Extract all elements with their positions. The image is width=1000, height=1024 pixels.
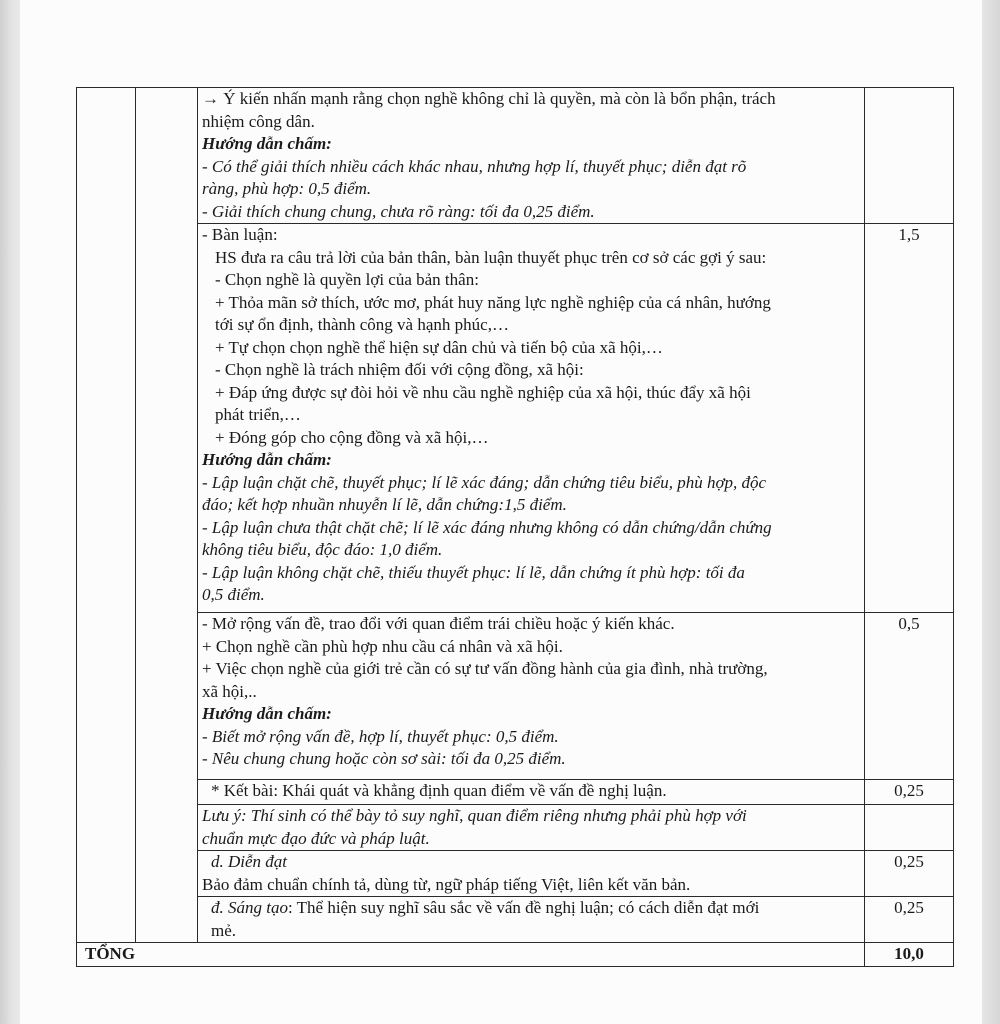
score-cell: 0,25 [865, 897, 954, 943]
text-line: + Tự chọn chọn nghề thể hiện sự dân chủ và tiến bộ của xã hội,… [215, 337, 663, 357]
text-line: phát triển,… [215, 405, 301, 424]
grading-criterion: ràng, phù hợp: 0,5 điểm. [202, 179, 372, 198]
grading-criterion: không tiêu biểu, độc đáo: 1,0 điểm. [202, 540, 443, 559]
table-row [77, 851, 954, 897]
text-line: → Ý kiến nhấn mạnh rằng chọn nghề không chỉ là quyền, mà còn là bổn phận, trách [202, 89, 776, 108]
grading-table [76, 87, 954, 967]
conclusion-text: * Kết bài: Khái quát và khẳng định quan điểm về vấn đề nghị luận. [211, 781, 667, 800]
document-page [20, 0, 982, 1024]
total-row [77, 943, 954, 967]
grading-criterion: - Giải thích chung chung, chưa rõ ràng: tối đa 0,25 điểm. [202, 201, 595, 221]
text-line: - Mở rộng vấn đề, trao đổi với quan điểm trái chiều hoặc ý kiến khác. [202, 614, 675, 633]
criterion-title: đ. Sáng tạo [211, 898, 288, 917]
content-cell [198, 805, 865, 851]
table-row [77, 224, 954, 613]
total-label: TỔNG [77, 943, 865, 967]
text-line: + Chọn nghề cần phù hợp nhu cầu cá nhân và xã hội. [202, 636, 563, 656]
criterion-cell [136, 88, 198, 943]
score-cell: 0,5 [865, 613, 954, 780]
text-line: HS đưa ra câu trả lời của bản thân, bàn luận thuyết phục trên cơ sở các gợi ý sau: [215, 247, 767, 267]
table-row [77, 613, 954, 780]
table-row [77, 897, 954, 943]
grading-guide-heading: Hướng dẫn chấm: [202, 450, 332, 469]
text-line: : Thể hiện suy nghĩ sâu sắc về vấn đề nghị luận; có cách diễn đạt mới [287, 898, 760, 917]
content-cell [198, 780, 865, 805]
text-line: nhiệm công dân. [202, 111, 315, 131]
table-row [77, 88, 954, 224]
score-cell [865, 805, 954, 851]
text-line: tới sự ổn định, thành công và hạnh phúc,… [215, 315, 509, 334]
text-line: + Đáp ứng được sự đòi hỏi về nhu cầu nghề nghiệp của xã hội, thúc đẩy xã hội [215, 382, 751, 402]
text-line: + Thỏa mãn sở thích, ước mơ, phát huy năng lực nghề nghiệp của cá nhân, hướng [215, 292, 771, 312]
content-cell [198, 613, 865, 780]
grading-criterion: 0,5 điểm. [202, 585, 265, 604]
grading-criterion: đáo; kết hợp nhuần nhuyễn lí lẽ, dẫn chứng:1,5 điểm. [202, 495, 567, 514]
grading-guide-heading: Hướng dẫn chấm: [202, 704, 332, 723]
text-line: mẻ. [211, 920, 237, 940]
score-cell: 0,25 [865, 780, 954, 805]
text-line: + Đóng góp cho cộng đồng và xã hội,… [215, 427, 489, 447]
grading-criterion: - Có thể giải thích nhiều cách khác nhau, nhưng hợp lí, thuyết phục; diễn đạt rõ [202, 156, 747, 176]
content-cell [198, 88, 865, 224]
text-line: - Chọn nghề là quyền lợi của bản thân: [215, 270, 479, 289]
table-row [77, 780, 954, 805]
content-cell [198, 897, 865, 943]
table-row [77, 805, 954, 851]
note-text: chuẩn mực đạo đức và pháp luật. [202, 828, 430, 848]
text-line: + Việc chọn nghề của giới trẻ cần có sự tư vấn đồng hành của gia đình, nhà trường, [202, 659, 768, 678]
score-cell: 0,25 [865, 851, 954, 897]
text-line: xã hội,.. [202, 681, 257, 701]
text-line: Bảo đảm chuẩn chính tả, dùng từ, ngữ pháp tiếng Việt, liên kết văn bản. [202, 874, 691, 894]
grading-guide-heading: Hướng dẫn chấm: [202, 134, 332, 153]
note-text: Lưu ý: Thí sinh có thể bày tỏ suy nghĩ, quan điểm riêng nhưng phải phù hợp với [202, 806, 747, 825]
grading-criterion: - Lập luận không chặt chẽ, thiếu thuyết phục: lí lẽ, dẫn chứng ít phù hợp: tối đa [202, 562, 745, 582]
total-score: 10,0 [865, 943, 954, 967]
criterion-title: d. Diễn đạt [211, 852, 288, 871]
grading-criterion: - Biết mở rộng vấn đề, hợp lí, thuyết phục: 0,5 điểm. [202, 726, 559, 746]
score-cell [865, 88, 954, 224]
text-line: - Bàn luận: [202, 225, 278, 244]
text-line: - Chọn nghề là trách nhiệm đối với cộng đồng, xã hội: [215, 360, 584, 379]
section-cell [77, 88, 136, 943]
content-cell [198, 851, 865, 897]
content-cell [198, 224, 865, 613]
score-cell: 1,5 [865, 224, 954, 613]
grading-criterion: - Nêu chung chung hoặc còn sơ sài: tối đa 0,25 điểm. [202, 749, 566, 768]
grading-criterion: - Lập luận chặt chẽ, thuyết phục; lí lẽ xác đáng; dẫn chứng tiêu biểu, phù hợp, độc [202, 472, 767, 492]
grading-criterion: - Lập luận chưa thật chặt chẽ; lí lẽ xác đáng nhưng không có dẫn chứng/dẫn chứng [202, 517, 772, 537]
